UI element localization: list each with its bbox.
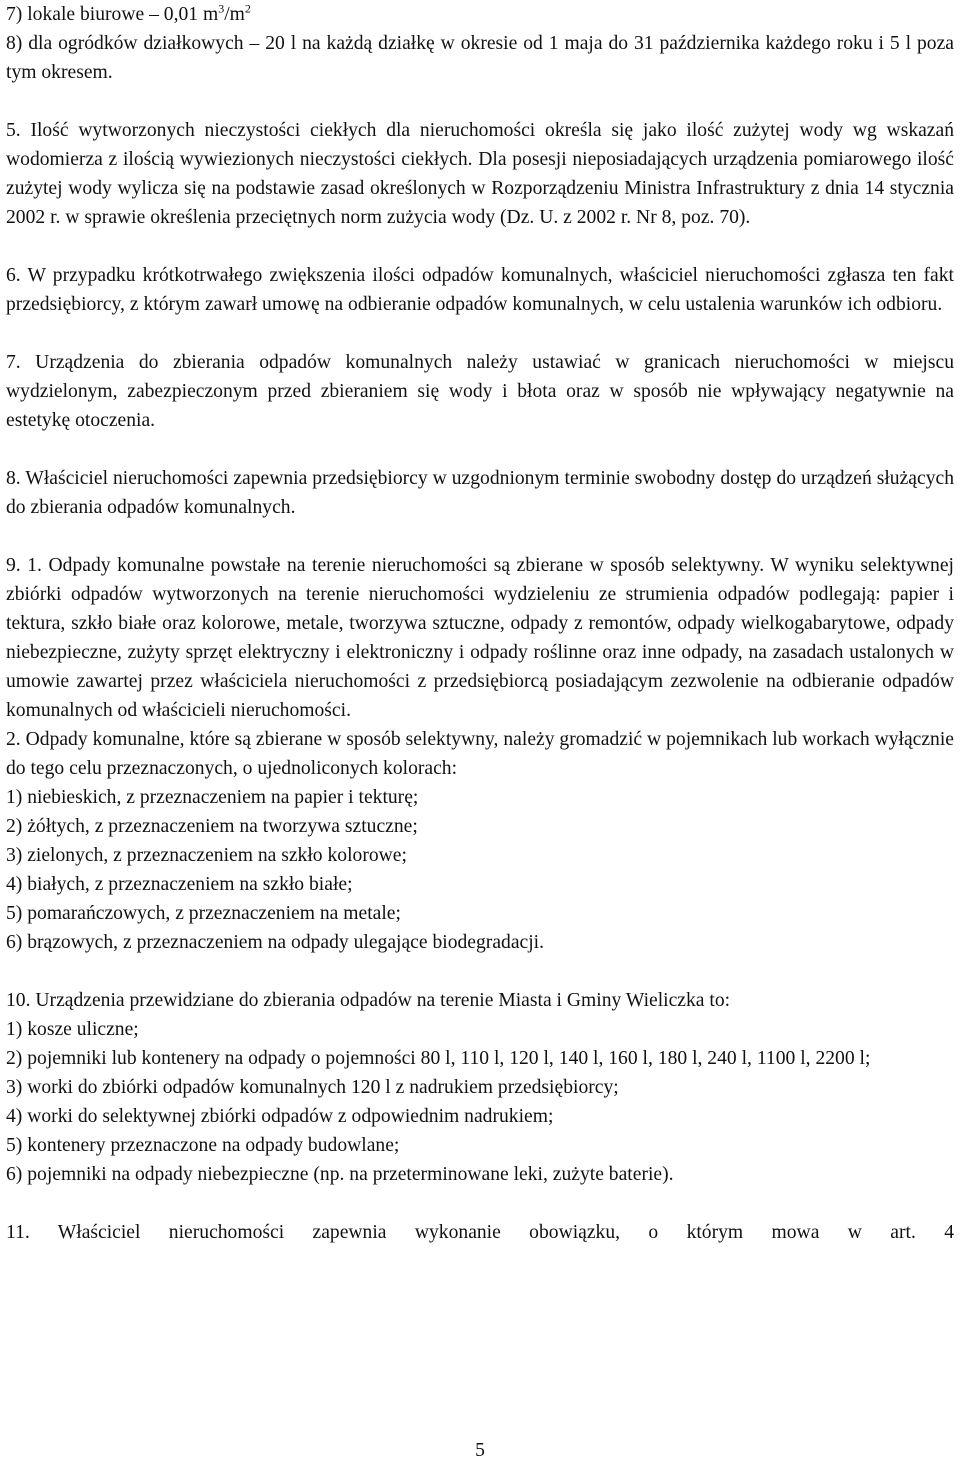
- list-item-allotments: 8) dla ogródków działkowych – 20 l na każdą działkę w okresie od 1 maja do 31 października każdego roku i 5 l poza tym okresem.: [6, 33, 954, 83]
- document-page: [6, 0, 954, 1247]
- section-5-paragraph: 5. Ilość wytworzonych nieczystości ciekłych dla nieruchomości określa się jako ilość zużytej wody wg wskazań wodomierza z ilością wywiezionych nieczystości ciekłych. Dla posesji nieposiadających urządzenia pomiarowego ilość zużytej wody wylicza się na podstawie zasad określonych w Rozporządzeniu Ministra Infrastruktury z dnia 14 stycznia 2002 r. w sprawie określenia przeciętnych norm zużycia wody (Dz. U. z 2002 r. Nr 8, poz. 70).: [6, 120, 954, 228]
- list-item: 2) pojemniki lub kontenery na odpady o pojemności 80 l, 110 l, 120 l, 140 l, 160 l, 180 l, 240 l, 1100 l, 2200 l;: [6, 1048, 871, 1069]
- section-9-paragraph-2: 2. Odpady komunalne, które są zbierane w sposób selektywny, należy gromadzić w pojemnikach lub workach wyłącznie do tego celu przeznaczonych, o ujednoliconych kolorach:: [6, 729, 954, 779]
- section-11-paragraph: 11. Właściciel nieruchomości zapewnia wykonanie obowiązku, o którym mowa w art. 4: [6, 1222, 954, 1243]
- section-8-paragraph: 8. Właściciel nieruchomości zapewnia przedsiębiorcy w uzgodnionym terminie swobodny dostęp do urządzeń służących do zbierania odpadów komunalnych.: [6, 468, 954, 518]
- list-item: 5) pomarańczowych, z przeznaczeniem na metale;: [6, 903, 401, 924]
- list-item: 1) kosze uliczne;: [6, 1019, 139, 1040]
- list-item: 4) worki do selektywnej zbiórki odpadów z odpowiednim nadrukiem;: [6, 1106, 554, 1127]
- section-7-paragraph: 7. Urządzenia do zbierania odpadów komunalnych należy ustawiać w granicach nieruchomości w miejscu wydzielonym, zabezpieczonym przed zbieraniem się wody i błota oraz w sposób nie wpływający negatywnie na estetykę otoczenia.: [6, 352, 954, 431]
- list-item: 2) żółtych, z przeznaczeniem na tworzywa sztuczne;: [6, 816, 418, 837]
- section-10-heading: 10. Urządzenia przewidziane do zbierania odpadów na terenie Miasta i Gminy Wieliczka to:: [6, 990, 731, 1011]
- list-item: 6) pojemniki na odpady niebezpieczne (np. na przeterminowane leki, zużyte baterie).: [6, 1164, 674, 1185]
- section-6-paragraph: 6. W przypadku krótkotrwałego zwiększenia ilości odpadów komunalnych, właściciel nieruchomości zgłasza ten fakt przedsiębiorcy, z którym zawarł umowę na odbieranie odpadów komunalnych, w celu ustalenia warunków ich odbioru.: [6, 265, 954, 315]
- list-item-office: 7) lokale biurowe – 0,01 $m^3/m^2$: [6, 1, 251, 25]
- list-item: 1) niebieskich, z przeznaczeniem na papier i tekturę;: [6, 787, 419, 808]
- list-item: 3) zielonych, z przeznaczeniem na szkło kolorowe;: [6, 845, 407, 866]
- list-item: 3) worki do zbiórki odpadów komunalnych 120 l z nadrukiem przedsiębiorcy;: [6, 1077, 619, 1098]
- list-item: 4) białych, z przeznaczeniem na szkło białe;: [6, 874, 353, 895]
- list-item: 6) brązowych, z przeznaczeniem na odpady ulegające biodegradacji.: [6, 932, 544, 953]
- list-item: 5) kontenery przeznaczone na odpady budowlane;: [6, 1135, 400, 1156]
- section-9-paragraph-1: 9. 1. Odpady komunalne powstałe na terenie nieruchomości są zbierane w sposób selektywny. W wyniku selektywnej zbiórki odpadów wytworzonych na terenie nieruchomości wydzieleniu ze strumienia odpadów podlegają: papier i tektura, szkło białe oraz kolorowe, metale, tworzywa sztuczne, odpady z remontów, odpady wielkogabarytowe, odpady niebezpieczne, zużyty sprzęt elektryczny i elektroniczny i odpady roślinne oraz inne odpady, na zasadach ustalonych w umowie zawartej przez właściciela nieruchomości z przedsiębiorcą posiadającym zezwolenie na odbieranie odpadów komunalnych od właścicieli nieruchomości.: [6, 555, 954, 721]
- page-number: 5: [475, 1440, 485, 1461]
